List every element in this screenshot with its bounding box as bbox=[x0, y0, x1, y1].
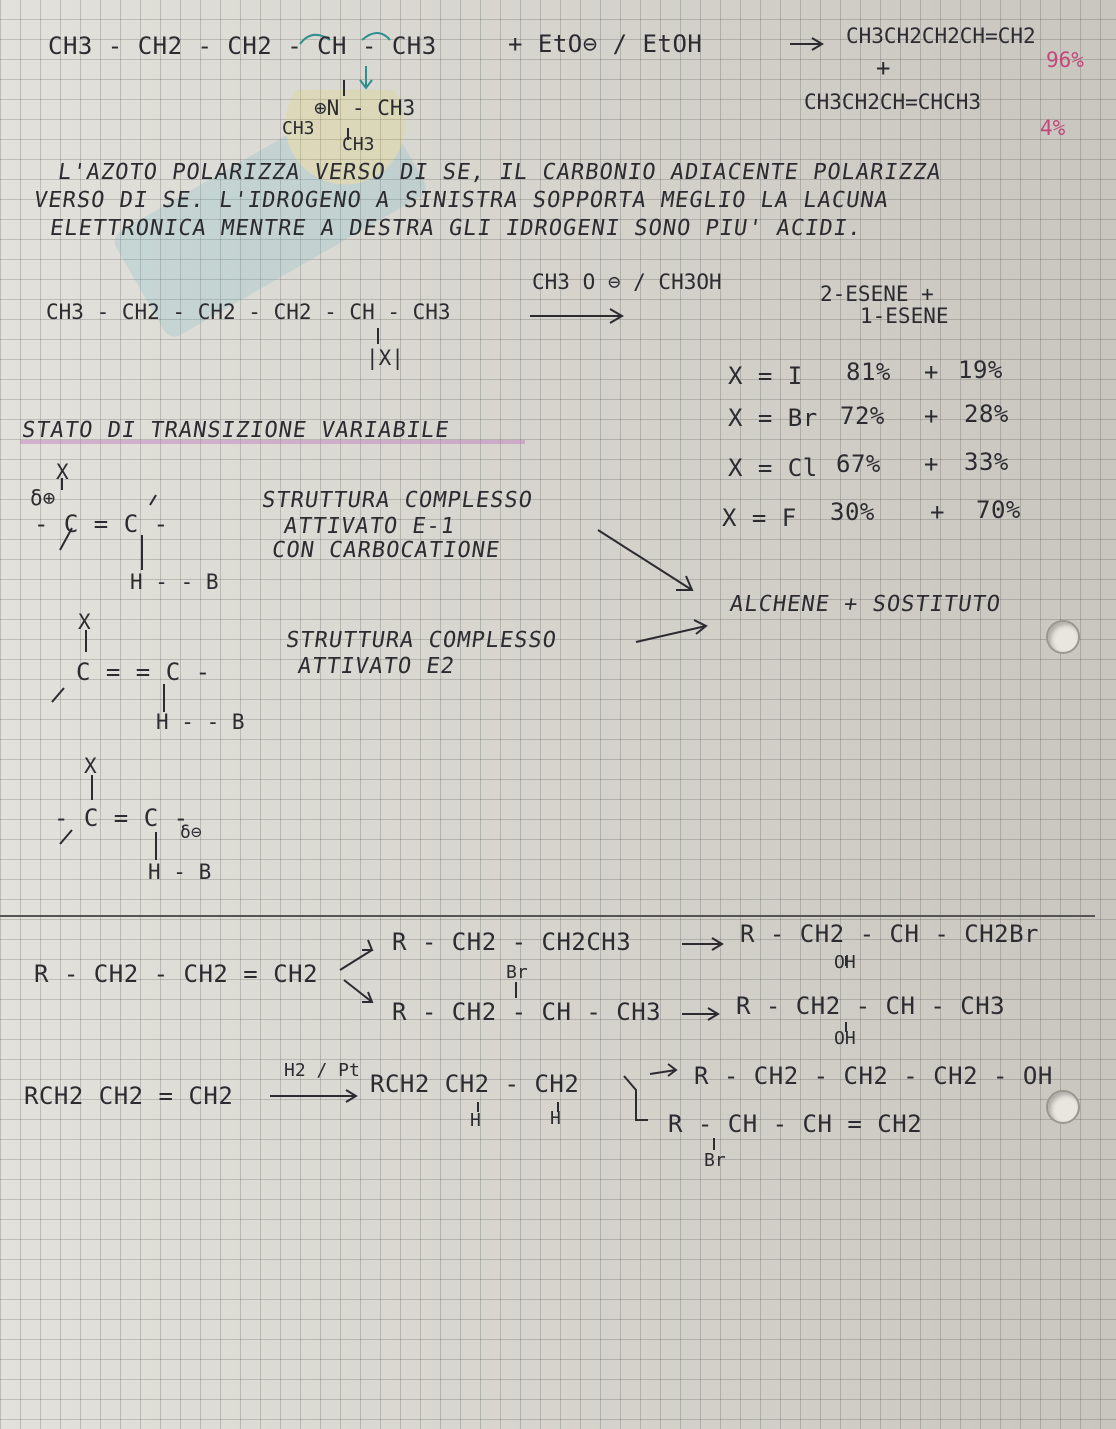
s2-row2-b: 28% bbox=[964, 400, 1009, 428]
s3-p3-oh: OH bbox=[834, 952, 856, 973]
e1-label-2: ATTIVATO E-1 bbox=[282, 514, 457, 539]
s4-h1: H bbox=[470, 1110, 481, 1131]
paragraph-line2: VERSO DI SE. L'IDROGENO A SINISTRA SOPPORTA MEGLIO LA LACUNA bbox=[32, 188, 891, 213]
transition-heading: STATO DI TRANSIZIONE VARIABILE bbox=[20, 418, 452, 443]
s3-p3: R - CH2 - CH - CH2Br bbox=[740, 920, 1039, 948]
s3-p1: R - CH2 - CH2CH3 bbox=[392, 928, 632, 956]
s1-plus: + bbox=[876, 54, 891, 82]
s2-reactant: CH3 - CH2 - CH2 - CH2 - CH - CH3 bbox=[46, 300, 451, 324]
paragraph-line1: L'AZOTO POLARIZZA VERSO DI SE, IL CARBONIO ADIACENTE POLARIZZA bbox=[56, 160, 944, 185]
s3-reactant: R - CH2 - CH2 = CH2 bbox=[34, 960, 319, 988]
ts3-x: X bbox=[84, 754, 97, 778]
e1-label-3: CON CARBOCATIONE bbox=[270, 538, 502, 563]
paragraph-line3: ELETTRONICA MENTRE A DESTRA GLI IDROGENI SONO PIU' ACIDI. bbox=[48, 216, 864, 241]
ts3-hb: H - B bbox=[148, 860, 212, 884]
s1-n-group: ⊕N - CH3 bbox=[314, 96, 416, 120]
s4-p2-br: Br bbox=[704, 1150, 726, 1171]
s1-product2-pct: 4% bbox=[1040, 116, 1066, 140]
ts2-x: X bbox=[78, 610, 91, 634]
s3-p1-br: Br bbox=[506, 962, 528, 983]
s2-product-b: 1-ESENE bbox=[860, 304, 949, 328]
e2-label-1: STRUTTURA COMPLESSO bbox=[284, 628, 559, 653]
s2-product: 2-ESENE + bbox=[820, 282, 934, 306]
e1-label-1: STRUTTURA COMPLESSO bbox=[260, 488, 535, 513]
ts1-hb: H - - B bbox=[130, 570, 219, 594]
s2-row3-plus: + bbox=[924, 450, 939, 478]
section-divider bbox=[0, 915, 1095, 917]
binder-hole-top bbox=[1046, 620, 1080, 654]
s2-row1-x: X = I bbox=[728, 362, 803, 390]
s2-row2-plus: + bbox=[924, 402, 939, 430]
s2-row4-b: 70% bbox=[976, 496, 1021, 524]
s3-p2: R - CH2 - CH - CH3 bbox=[392, 998, 662, 1026]
s2-row3-b: 33% bbox=[964, 448, 1009, 476]
s1-reactant: CH3 - CH2 - CH2 - CH - CH3 bbox=[48, 32, 437, 60]
e2-label-2: ATTIVATO E2 bbox=[296, 654, 457, 679]
s1-reagent: + EtO⊖ / EtOH bbox=[508, 30, 703, 58]
s2-row4-x: X = F bbox=[722, 504, 797, 532]
s4-reactant: RCH2 CH2 = CH2 bbox=[24, 1082, 234, 1110]
s4-h2: H bbox=[550, 1108, 561, 1129]
s3-p4: R - CH2 - CH - CH3 bbox=[736, 992, 1006, 1020]
result-label: ALCHENE + SOSTITUTO bbox=[728, 592, 1003, 617]
ts1-delta: δ⊕ bbox=[30, 486, 56, 510]
s2-row3-x: X = Cl bbox=[728, 454, 818, 482]
binder-hole-bottom bbox=[1046, 1090, 1080, 1124]
s2-row1-plus: + bbox=[924, 358, 939, 386]
s2-row1-b: 19% bbox=[958, 356, 1003, 384]
s1-n-left: CH3 bbox=[282, 118, 315, 139]
ts1-x: X bbox=[56, 460, 69, 484]
s2-row2-x: X = Br bbox=[728, 404, 818, 432]
s1-product1: CH3CH2CH2CH=CH2 bbox=[846, 24, 1036, 48]
ts2-hb: H - - B bbox=[156, 710, 245, 734]
s2-reagent: CH3 O ⊖ / CH3OH bbox=[532, 270, 722, 294]
s2-row4-a: 30% bbox=[830, 498, 875, 526]
s3-p4-oh: OH bbox=[834, 1028, 856, 1049]
s2-row3-a: 67% bbox=[836, 450, 881, 478]
s2-row2-a: 72% bbox=[840, 402, 885, 430]
s4-product: RCH2 CH2 - CH2 bbox=[370, 1070, 580, 1098]
s2-row1-a: 81% bbox=[846, 358, 891, 386]
s1-product2: CH3CH2CH=CHCH3 bbox=[804, 90, 982, 114]
ts2-core: C = = C - bbox=[76, 658, 211, 686]
ts3-core: - C = C - bbox=[54, 804, 189, 832]
s4-p1: R - CH2 - CH2 - CH2 - OH bbox=[694, 1062, 1053, 1090]
ts3-delta: δ⊖ bbox=[180, 822, 202, 843]
s2-substituent: |X| bbox=[366, 346, 404, 370]
s2-row4-plus: + bbox=[930, 498, 945, 526]
ts1-core: - C = C - bbox=[34, 510, 169, 538]
s4-reagent: H2 / Pt bbox=[284, 1060, 360, 1081]
s1-n-bottom: CH3 bbox=[342, 134, 375, 155]
s1-product1-pct: 96% bbox=[1046, 48, 1084, 72]
s4-p2: R - CH - CH = CH2 bbox=[668, 1110, 923, 1138]
